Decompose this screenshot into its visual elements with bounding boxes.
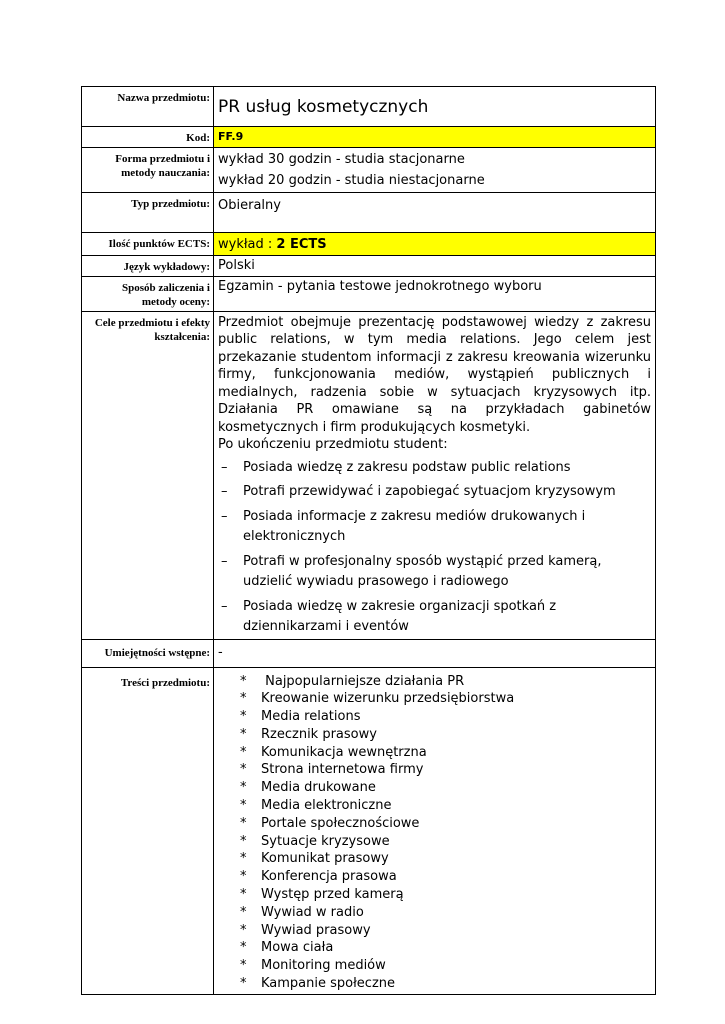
- code-label: Kod:: [82, 127, 214, 148]
- asterisk-bullet-icon: *: [240, 762, 247, 778]
- goals-paragraph: Przedmiot obejmuje prezentację podstawowej wiedzy z zakresu public relations, w tym media relations. Jego celem jest przekazanie studentom informacji z zakresu kreowania wizerunku firmy, funkcjonowania mediów, wystąpień publicznych i medialnych, radzenia sobie w sytuacjach kryzysowych itp. Działania PR omawiane są na przykładach gabinetów kosmetycznych i firm produkujących kosmetyki.: [218, 314, 651, 435]
- content-item: * Kreowanie wizerunku przedsiębiorstwa: [240, 691, 515, 707]
- content-label: Treści przedmiotu:: [82, 667, 214, 994]
- asterisk-bullet-icon: *: [240, 780, 247, 796]
- outcome-item: – Posiada informacje z zakresu mediów drukowanych i elektronicznych: [221, 508, 586, 544]
- row-prerequisites: [82, 639, 656, 667]
- row-goals: [82, 311, 656, 639]
- asterisk-bullet-icon: *: [240, 726, 247, 742]
- asterisk-bullet-icon: *: [240, 922, 247, 938]
- content-item: * Występ przed kamerą: [240, 887, 404, 903]
- form-label: Forma przedmiotu i metody nauczania:: [82, 148, 214, 193]
- dash-bullet-icon: –: [221, 553, 228, 569]
- outcome-item: – Posiada wiedzę w zakresie organizacji spotkań z dziennikarzami i eventów: [221, 598, 557, 634]
- assessment-label: Sposób zaliczenia i metody oceny:: [82, 276, 214, 311]
- content-item: * Strona internetowa firmy: [240, 762, 424, 778]
- outcomes-list: [218, 458, 651, 638]
- course-type: Obieralny: [218, 198, 281, 213]
- content-item: * Wywiad prasowy: [240, 922, 371, 938]
- row-type: [82, 193, 656, 233]
- row-course-name: [82, 87, 656, 127]
- dash-bullet-icon: –: [221, 508, 228, 524]
- ects-label: Ilość punktów ECTS:: [82, 233, 214, 256]
- outcome-item: – Potrafi w profesjonalny sposób wystąpić przed kamerą, udzielić wywiadu prasowego i radiowego: [221, 553, 602, 589]
- asterisk-bullet-icon: *: [240, 673, 247, 689]
- dash-bullet-icon: –: [221, 459, 228, 475]
- content-list: [218, 673, 651, 993]
- outcome-item: – Posiada wiedzę z zakresu podstaw public relations: [218, 458, 651, 479]
- assessment-value: Egzamin - pytania testowe jednokrotnego wyboru: [218, 278, 542, 294]
- content-item: * Media drukowane: [240, 780, 376, 796]
- content-item: * Mowa ciała: [240, 940, 334, 956]
- content-item: * Media relations: [240, 709, 361, 725]
- dash-bullet-icon: –: [221, 484, 228, 499]
- content-item: * Komunikacja wewnętrzna: [240, 744, 427, 760]
- content-item: * Sytuacje kryzysowe: [240, 833, 390, 849]
- content-item: * Monitoring mediów: [240, 958, 386, 974]
- goals-label: Cele przedmiotu i efekty kształcenia:: [82, 311, 214, 639]
- asterisk-bullet-icon: *: [240, 815, 247, 831]
- asterisk-bullet-icon: *: [240, 744, 247, 760]
- row-code: [82, 127, 656, 148]
- syllabus-table: [81, 86, 656, 995]
- asterisk-bullet-icon: *: [240, 833, 247, 849]
- asterisk-bullet-icon: *: [240, 958, 247, 974]
- content-item: * Najpopularniejsze działania PR: [240, 673, 465, 689]
- asterisk-bullet-icon: *: [240, 940, 247, 956]
- content-item: * Media elektroniczne: [240, 798, 392, 814]
- row-language: [82, 255, 656, 276]
- content-item: * Kampanie społeczne: [240, 976, 396, 992]
- asterisk-bullet-icon: *: [240, 798, 247, 814]
- ects-value: 2 ECTS: [276, 237, 327, 252]
- asterisk-bullet-icon: *: [240, 851, 247, 867]
- language-value: Polski: [218, 257, 255, 273]
- row-ects: [82, 233, 656, 256]
- form-line-1: wykład 30 godzin - studia stacjonarne: [218, 152, 465, 167]
- ects-prefix: wykład :: [218, 237, 273, 252]
- outcome-item: – Potrafi przewidywać i zapobiegać sytuacjom kryzysowym: [218, 482, 651, 503]
- asterisk-bullet-icon: *: [240, 869, 247, 885]
- course-name-label: Nazwa przedmiotu:: [82, 87, 214, 127]
- asterisk-bullet-icon: *: [240, 709, 247, 725]
- asterisk-bullet-icon: *: [240, 904, 247, 920]
- row-content: [82, 667, 656, 994]
- form-line-2: wykład 20 godzin - studia niestacjonarne: [218, 173, 485, 188]
- asterisk-bullet-icon: *: [240, 887, 247, 903]
- type-label: Typ przedmiotu:: [82, 193, 214, 233]
- row-assessment: [82, 276, 656, 311]
- language-label: Język wykładowy:: [82, 255, 214, 276]
- asterisk-bullet-icon: *: [240, 691, 247, 707]
- goals-intro: Po ukończeniu przedmiotu student:: [218, 437, 448, 452]
- content-item: * Rzecznik prasowy: [240, 726, 377, 742]
- prerequisites-label: Umiejętności wstępne:: [82, 639, 214, 667]
- prerequisites-value: -: [218, 644, 223, 660]
- dash-bullet-icon: –: [221, 598, 228, 614]
- course-name: PR usług kosmetycznych: [218, 97, 429, 117]
- asterisk-bullet-icon: *: [240, 976, 247, 992]
- course-code: FF.9: [218, 130, 244, 143]
- row-form: [82, 148, 656, 193]
- content-item: * Portale społecznościowe: [240, 815, 420, 831]
- content-item: * Konferencja prasowa: [240, 869, 397, 885]
- content-item: * Komunikat prasowy: [240, 851, 389, 867]
- content-item: * Wywiad w radio: [240, 904, 364, 920]
